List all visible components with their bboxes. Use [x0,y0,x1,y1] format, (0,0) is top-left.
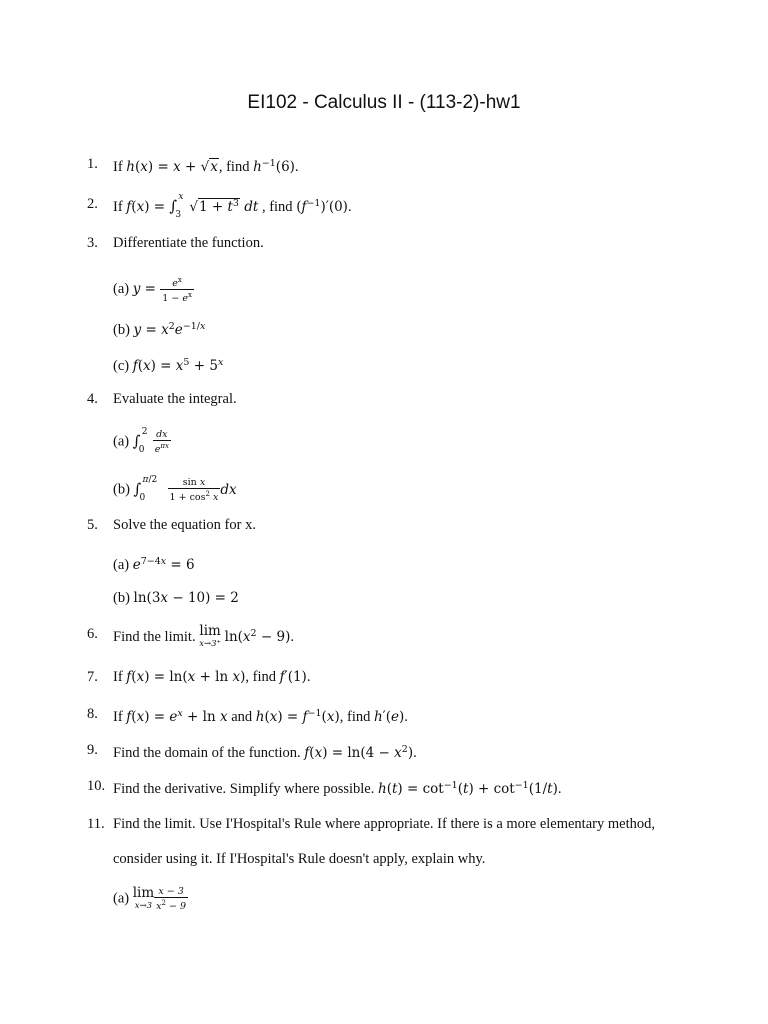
problem-text: If f(x) = ln(x + ln x), find f′(1). [113,669,311,685]
part-text: (b) $y = x^2e^{-1/x}$ [113,321,206,338]
problem-number: 11. [87,816,105,832]
part-text: (a) y = $\frac{e^x}{1 - e^x}$ [113,276,192,305]
part-label: (a) [113,890,130,907]
problem-text: Find the limit. lim x→3⁺ $\ln(x^2 - 9)$. [113,623,294,649]
problem-number: 8. [87,706,98,722]
problem-text: Find the derivative. Simplify where possible. $h(t) = \cot^{-1}(t) + \cot^{-1}(1/t)$. [113,780,562,797]
problem-number: 5. [87,517,98,533]
part-label: (a) [113,557,130,573]
part-text: (a) ∫ 2 0 $\frac{dx}{e^{\pi x}}$ [113,426,169,456]
part-label: (b) [113,322,130,338]
problem-number: 2. [87,196,98,212]
part-label: (c) [113,358,130,374]
problem-number: 10. [87,778,106,794]
part-label: (a) [113,281,130,298]
problem-number: 4. [87,391,98,407]
page-title: EI102 - Calculus II - (113-2)-hw1 [247,92,521,113]
problem-text: If h(x) = x + √x, find $h^{-1}(6)$. [113,158,299,175]
part-text: (c) $f(x) = x^5 + 5^x$ [113,357,224,374]
part-text: (a) lim x→3 $\frac{x - 3}{x^2 - 9}$ [113,885,187,913]
problem-number: 6. [87,626,98,642]
problem-text: If f(x) = ∫ x 3 $√1 + t^3$ dt , find $(f^{-1})'(0)$. [113,192,352,220]
part-label: (b) [113,481,130,498]
part-text: (a) $e^{7-4x} = 6$ [113,556,195,573]
problem-text: Solve the equation for x. [113,517,256,533]
problem-number: 1. [87,156,98,172]
part-label: (a) [113,433,130,450]
problem-text: Find the domain of the function. $f(x) = \ln(4 - x^2)$. [113,744,417,761]
problem-text-continued: consider using it. If I'Hospital's Rule doesn't apply, explain why. [113,851,486,867]
problem-number: 3. [87,235,98,251]
problem-number: 7. [87,669,98,685]
problem-text: If $f(x) = e^x + \ln x$ and $h(x) = f^{-1}(x)$, find h′(e). [113,708,408,725]
problem-text: Find the limit. Use I'Hospital's Rule where appropriate. If there is a more elementary method, [113,816,655,832]
part-text: (b) ln(3x − 10) = 2 [113,590,239,606]
problem-text: Evaluate the integral. [113,391,237,407]
part-text: (b) ∫ π/2 0 $\frac{\text{sin x}}{1 + \cos^2 x}$ dx [113,474,237,504]
part-label: (b) [113,590,130,606]
problem-number: 9. [87,742,98,758]
problem-text: Differentiate the function. [113,235,264,251]
